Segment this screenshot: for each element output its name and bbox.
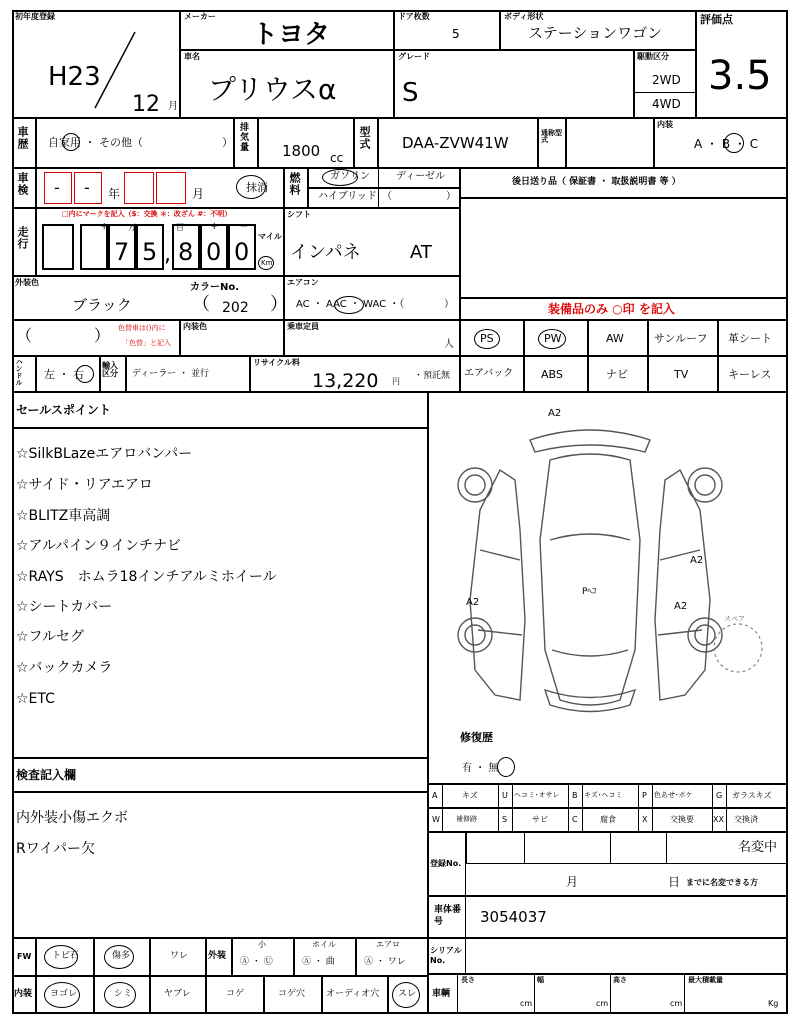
capacity-unit: 人 — [444, 339, 454, 350]
interior-grade-circle — [724, 133, 744, 153]
body-label: ボディ形状 — [504, 12, 544, 21]
body-value: ステーションワゴン — [528, 24, 663, 42]
legend-code-s: S — [502, 815, 508, 824]
registration-no-div-3 — [666, 832, 667, 864]
registration-no-div-1 — [524, 832, 525, 864]
transmission-value: AT — [410, 242, 432, 263]
equip-ps: PS — [480, 332, 494, 345]
aircon-value: AC ・ AAC ・ WAC ・（ — [296, 299, 405, 310]
int-item-3: ヤブレ — [164, 989, 191, 999]
capacity-label: 乗車定員 — [287, 322, 319, 331]
size-div-3 — [684, 974, 685, 1014]
first-reg-month-unit: 月 — [168, 101, 178, 112]
handle-right-circle — [76, 365, 94, 383]
fuel-gasoline: ガソリン — [330, 171, 370, 182]
color-no-label: カラーNo. — [190, 282, 240, 293]
mileage-mark-box[interactable] — [42, 224, 74, 270]
mileage-col-plus-2: + — [210, 221, 219, 232]
name-change-day: 日 — [668, 875, 681, 889]
legend-desc-b: キズ･ヘコミ — [584, 791, 623, 799]
name-change-month: 月 — [566, 875, 579, 889]
car-name-label: 車名 — [184, 52, 200, 61]
car-name-value: プリウスα — [208, 73, 337, 106]
damage-mark-rear-right: A2 — [674, 601, 688, 612]
legend-code-u: U — [502, 791, 508, 800]
size-length: 長さ — [461, 976, 475, 984]
fuel-hybrid: ハイブリッド — [318, 191, 377, 202]
sales-point-8: ☆バックカメラ — [16, 660, 113, 676]
size-max-load-unit: Kg — [768, 999, 779, 1008]
int-label: 内装 — [14, 989, 33, 999]
int-item-2: シミ — [114, 989, 133, 999]
interior-color-label: 内装色 — [183, 322, 207, 331]
int-item-7: スレ — [398, 989, 417, 999]
mileage-col-man: 万 — [128, 223, 136, 232]
color-change-note-1: 色替車は()内に — [118, 324, 166, 332]
equip-navi: ナビ — [606, 368, 628, 381]
legend-desc-s: サビ — [532, 815, 548, 824]
mileage-separator: , — [164, 242, 171, 267]
mileage-col-minus: − — [240, 221, 249, 232]
displacement-value: 1800 — [282, 142, 321, 160]
aircon-aac-circle — [334, 296, 364, 314]
recycle-unit: 円 — [392, 377, 400, 386]
model-label: 型式 — [358, 126, 371, 150]
car-diagram — [440, 400, 780, 740]
mileage-col-plus: + — [100, 221, 109, 232]
history-close: ） — [222, 136, 233, 149]
import-value: ディーラー ・ 並行 — [132, 369, 210, 379]
legend-desc-xx: 交換済 — [734, 815, 758, 824]
equip-aw: AW — [606, 332, 624, 345]
size-cell — [428, 974, 788, 1014]
inspector-note-2: Rワイパー欠 — [16, 841, 96, 857]
first-reg-era: H23 — [48, 62, 101, 92]
drive-label: 駆動区分 — [637, 52, 669, 61]
size-length-unit: cm — [520, 999, 533, 1008]
history-label: 車歴 — [16, 126, 29, 150]
sales-point-3: ☆BLITZ車高調 — [16, 508, 111, 524]
shift-value: インパネ — [290, 242, 361, 263]
damage-mark-front: A2 — [548, 408, 562, 419]
color-change-open: （ — [16, 326, 33, 345]
exterior-label: 外装色 — [15, 278, 39, 287]
damage-mark-right: A2 — [690, 555, 704, 566]
sales-point-9: ☆ETC — [16, 691, 55, 707]
serial-cell — [428, 938, 788, 974]
registration-no-div-2 — [610, 832, 611, 864]
fw-label: FW — [17, 952, 32, 961]
name-change-note: までに名変できる方 — [686, 878, 758, 887]
damage-mark-roof: Pﾍｺ — [582, 587, 597, 597]
legend-code-w: W — [432, 815, 440, 824]
legend-desc-c: 腐食 — [600, 815, 616, 824]
inspection-label: 車検 — [16, 172, 29, 196]
equip-pw: PW — [544, 332, 562, 345]
int-item-4: コゲ — [226, 989, 245, 999]
inspection-expired: 抹消 — [246, 181, 268, 194]
fuel-other-close: ） — [446, 191, 456, 202]
size-div-1 — [534, 974, 535, 1014]
ext-small-val: Ⓐ ・ Ⓤ — [240, 957, 273, 967]
inspector-note-1: 内外装小傷エクボ — [16, 810, 128, 826]
mileage-col-hyaku: 百 — [176, 223, 184, 232]
sales-point-1: ☆SilkBLazeエアロバンパー — [16, 446, 193, 462]
mileage-digit-5: 7 — [114, 238, 130, 266]
size-label: 車輌 — [432, 989, 451, 999]
legend-desc-x: 交換要 — [670, 815, 694, 824]
mileage-digit-4: 5 — [142, 238, 158, 266]
docs-cell — [460, 198, 788, 298]
inspection-expired-circle — [236, 175, 266, 199]
inspection-month-unit: 月 — [192, 187, 205, 201]
maker-label: メーカー — [184, 12, 216, 21]
equip-pw-circle — [538, 329, 566, 349]
recycle-label: リサイクル料 — [253, 358, 300, 367]
color-no-open: （ — [192, 294, 210, 315]
equip-abs: ABS — [541, 368, 563, 381]
legend-code-xx: XX — [713, 815, 724, 824]
damage-mark-left: A2 — [466, 597, 480, 608]
spare-label: スペア — [724, 615, 745, 623]
maker-value: トヨタ — [252, 20, 331, 50]
recycle-value: 13,220 — [312, 370, 379, 392]
first-reg-label: 初年度登録 — [15, 12, 55, 21]
color-change-note-2: 「色替」と記入 — [122, 339, 171, 347]
history-value: 自家用 ・ その他（ — [48, 136, 143, 149]
int-item-6: オーディオ穴 — [326, 989, 380, 999]
int-item-5: コゲ穴 — [278, 989, 306, 999]
inspection-year-unit: 年 — [108, 187, 121, 201]
displacement-unit: cc — [330, 151, 344, 165]
inspection-year-a: - — [54, 178, 60, 197]
size-max-load: 最大積載量 — [688, 976, 723, 984]
inspection-month-box-a — [124, 172, 154, 204]
fw-item-1-circle — [44, 945, 78, 969]
registration-label: 登録No. — [430, 859, 462, 868]
legend-code-c: C — [572, 815, 578, 824]
fw-item-3: ワレ — [170, 951, 189, 961]
interior-label: 内装 — [657, 120, 673, 129]
inspection-month-box-b — [156, 172, 186, 204]
doors-value: 5 — [452, 27, 460, 41]
mileage-digit-3: 8 — [178, 238, 194, 266]
handle-label: ハンドル — [15, 358, 23, 386]
doors-label: ドア枚数 — [398, 12, 430, 21]
aircon-label: エアコン — [287, 278, 319, 287]
inspector-label: 検査記入欄 — [16, 768, 77, 782]
score-label: 評価点 — [700, 13, 733, 26]
repair-label: 修復歴 — [460, 731, 493, 744]
equip-tv: TV — [674, 368, 689, 381]
equip-airbag: エアバック — [464, 368, 514, 379]
equipment-note: 装備品のみ ○印 を記入 — [548, 302, 675, 316]
size-height-unit: cm — [670, 999, 683, 1008]
mileage-digit-2: 0 — [206, 238, 222, 266]
drive-2wd: 2WD — [652, 73, 681, 87]
color-no-close: ） — [270, 294, 288, 315]
legend-code-x: X — [642, 815, 648, 824]
fuel-diesel: ディーゼル — [396, 171, 445, 182]
model-value: DAA-ZVW41W — [402, 134, 509, 152]
fuel-gasoline-circle — [322, 169, 358, 186]
drive-4wd: 4WD — [652, 97, 681, 111]
score-value: 3.5 — [708, 53, 772, 99]
mileage-unit-mile: マイル — [258, 232, 282, 241]
ext-aero-val: Ⓐ ・ ワレ — [364, 957, 406, 967]
sales-point-4: ☆アルパイン９インチナビ — [16, 538, 182, 554]
fuel-label: 燃料 — [288, 172, 301, 196]
inspection-year-b: - — [84, 178, 90, 197]
equip-sunroof: サンルーフ — [654, 332, 708, 345]
first-reg-month: 12 — [132, 92, 160, 117]
grade-value: S — [402, 78, 419, 108]
legend-code-a: A — [432, 791, 438, 800]
ext-wheel-val: Ⓐ ・ 曲 — [302, 957, 335, 967]
common-model-label: 通称型式 — [541, 129, 562, 144]
legend-code-b: B — [572, 791, 578, 800]
legend-code-p: P — [642, 791, 647, 800]
displacement-label: 排気量 — [238, 122, 248, 152]
handle-value: 左 ・ 右 — [44, 368, 84, 381]
legend-code-g: G — [716, 791, 723, 800]
equip-leather: 革シート — [728, 332, 772, 345]
name-change: 名変中 — [738, 840, 778, 855]
chassis-value: 3054037 — [480, 908, 547, 926]
sales-points-label: セールスポイント — [16, 403, 111, 417]
aircon-close: ） — [444, 299, 454, 310]
ext-small: 小 — [258, 940, 266, 949]
mileage-digit-1: 0 — [234, 238, 250, 266]
size-height: 高さ — [613, 976, 627, 984]
equip-keyless: キーレス — [728, 368, 772, 381]
recycle-deposit: ・預託無 — [414, 371, 451, 381]
drive-divider — [634, 92, 696, 93]
sales-point-7: ☆フルセグ — [16, 629, 84, 645]
color-change-close: ） — [94, 326, 111, 345]
serial-label: シリアルNo. — [430, 946, 462, 966]
exterior-color: ブラック — [72, 296, 132, 314]
fw-item-1: トビ石 — [52, 951, 80, 961]
fw-item-2: 傷多 — [112, 951, 131, 961]
legend-desc-w: 補修跡 — [456, 815, 477, 823]
docs-label: 後日送り品（ 保証書 ・ 取扱説明書 等 ） — [512, 177, 681, 187]
ext-label: 外装 — [208, 951, 227, 961]
sales-point-5: ☆RAYS ホムラ18インチアルミホイール — [16, 569, 277, 585]
interior-grade: A ・ B ・ C — [694, 137, 759, 151]
int-item-2-circle — [104, 982, 136, 1008]
ext-wheel: ホイル — [312, 940, 336, 949]
history-private-circle — [62, 133, 80, 151]
int-item-7-circle — [392, 982, 420, 1008]
sales-point-2: ☆サイド・リアエアロ — [16, 477, 153, 493]
repair-none-circle — [497, 757, 515, 777]
mileage-unit-km: Km — [261, 259, 273, 267]
size-width-unit: cm — [596, 999, 609, 1008]
mileage-note: □内にマークを記入（$：交換 ＊：改ざん #：不明） — [62, 210, 232, 218]
repair-value: 有 ・ 無 — [462, 763, 499, 774]
legend-desc-p: 色あせ･ボケ — [654, 791, 693, 799]
fw-item-2-circle — [104, 945, 134, 969]
fuel-divider — [378, 168, 379, 208]
legend-desc-u: ヘコミ･オサレ — [514, 791, 560, 799]
color-no: 202 — [222, 300, 249, 316]
ext-aero: エアロ — [376, 940, 400, 949]
chassis-label: 車体番号 — [434, 905, 462, 927]
fuel-other-open: （ — [382, 191, 392, 202]
int-item-1-circle — [44, 982, 80, 1008]
mileage-unit-km-circle — [258, 256, 274, 270]
equip-ps-circle — [474, 329, 500, 349]
sales-point-6: ☆シートカバー — [16, 599, 113, 615]
legend-desc-a: キズ — [462, 791, 478, 800]
grade-cell — [394, 50, 634, 118]
legend-desc-g: ガラスキズ — [732, 791, 772, 800]
grade-label: グレード — [398, 52, 430, 61]
size-width: 幅 — [537, 976, 544, 984]
size-div-2 — [610, 974, 611, 1014]
mileage-label: 走行 — [16, 226, 29, 250]
int-item-1: ヨゴレ — [50, 989, 78, 999]
shift-label: シフト — [287, 210, 311, 219]
import-label: 輸入区分 — [102, 361, 118, 378]
common-model-cell — [566, 118, 654, 168]
